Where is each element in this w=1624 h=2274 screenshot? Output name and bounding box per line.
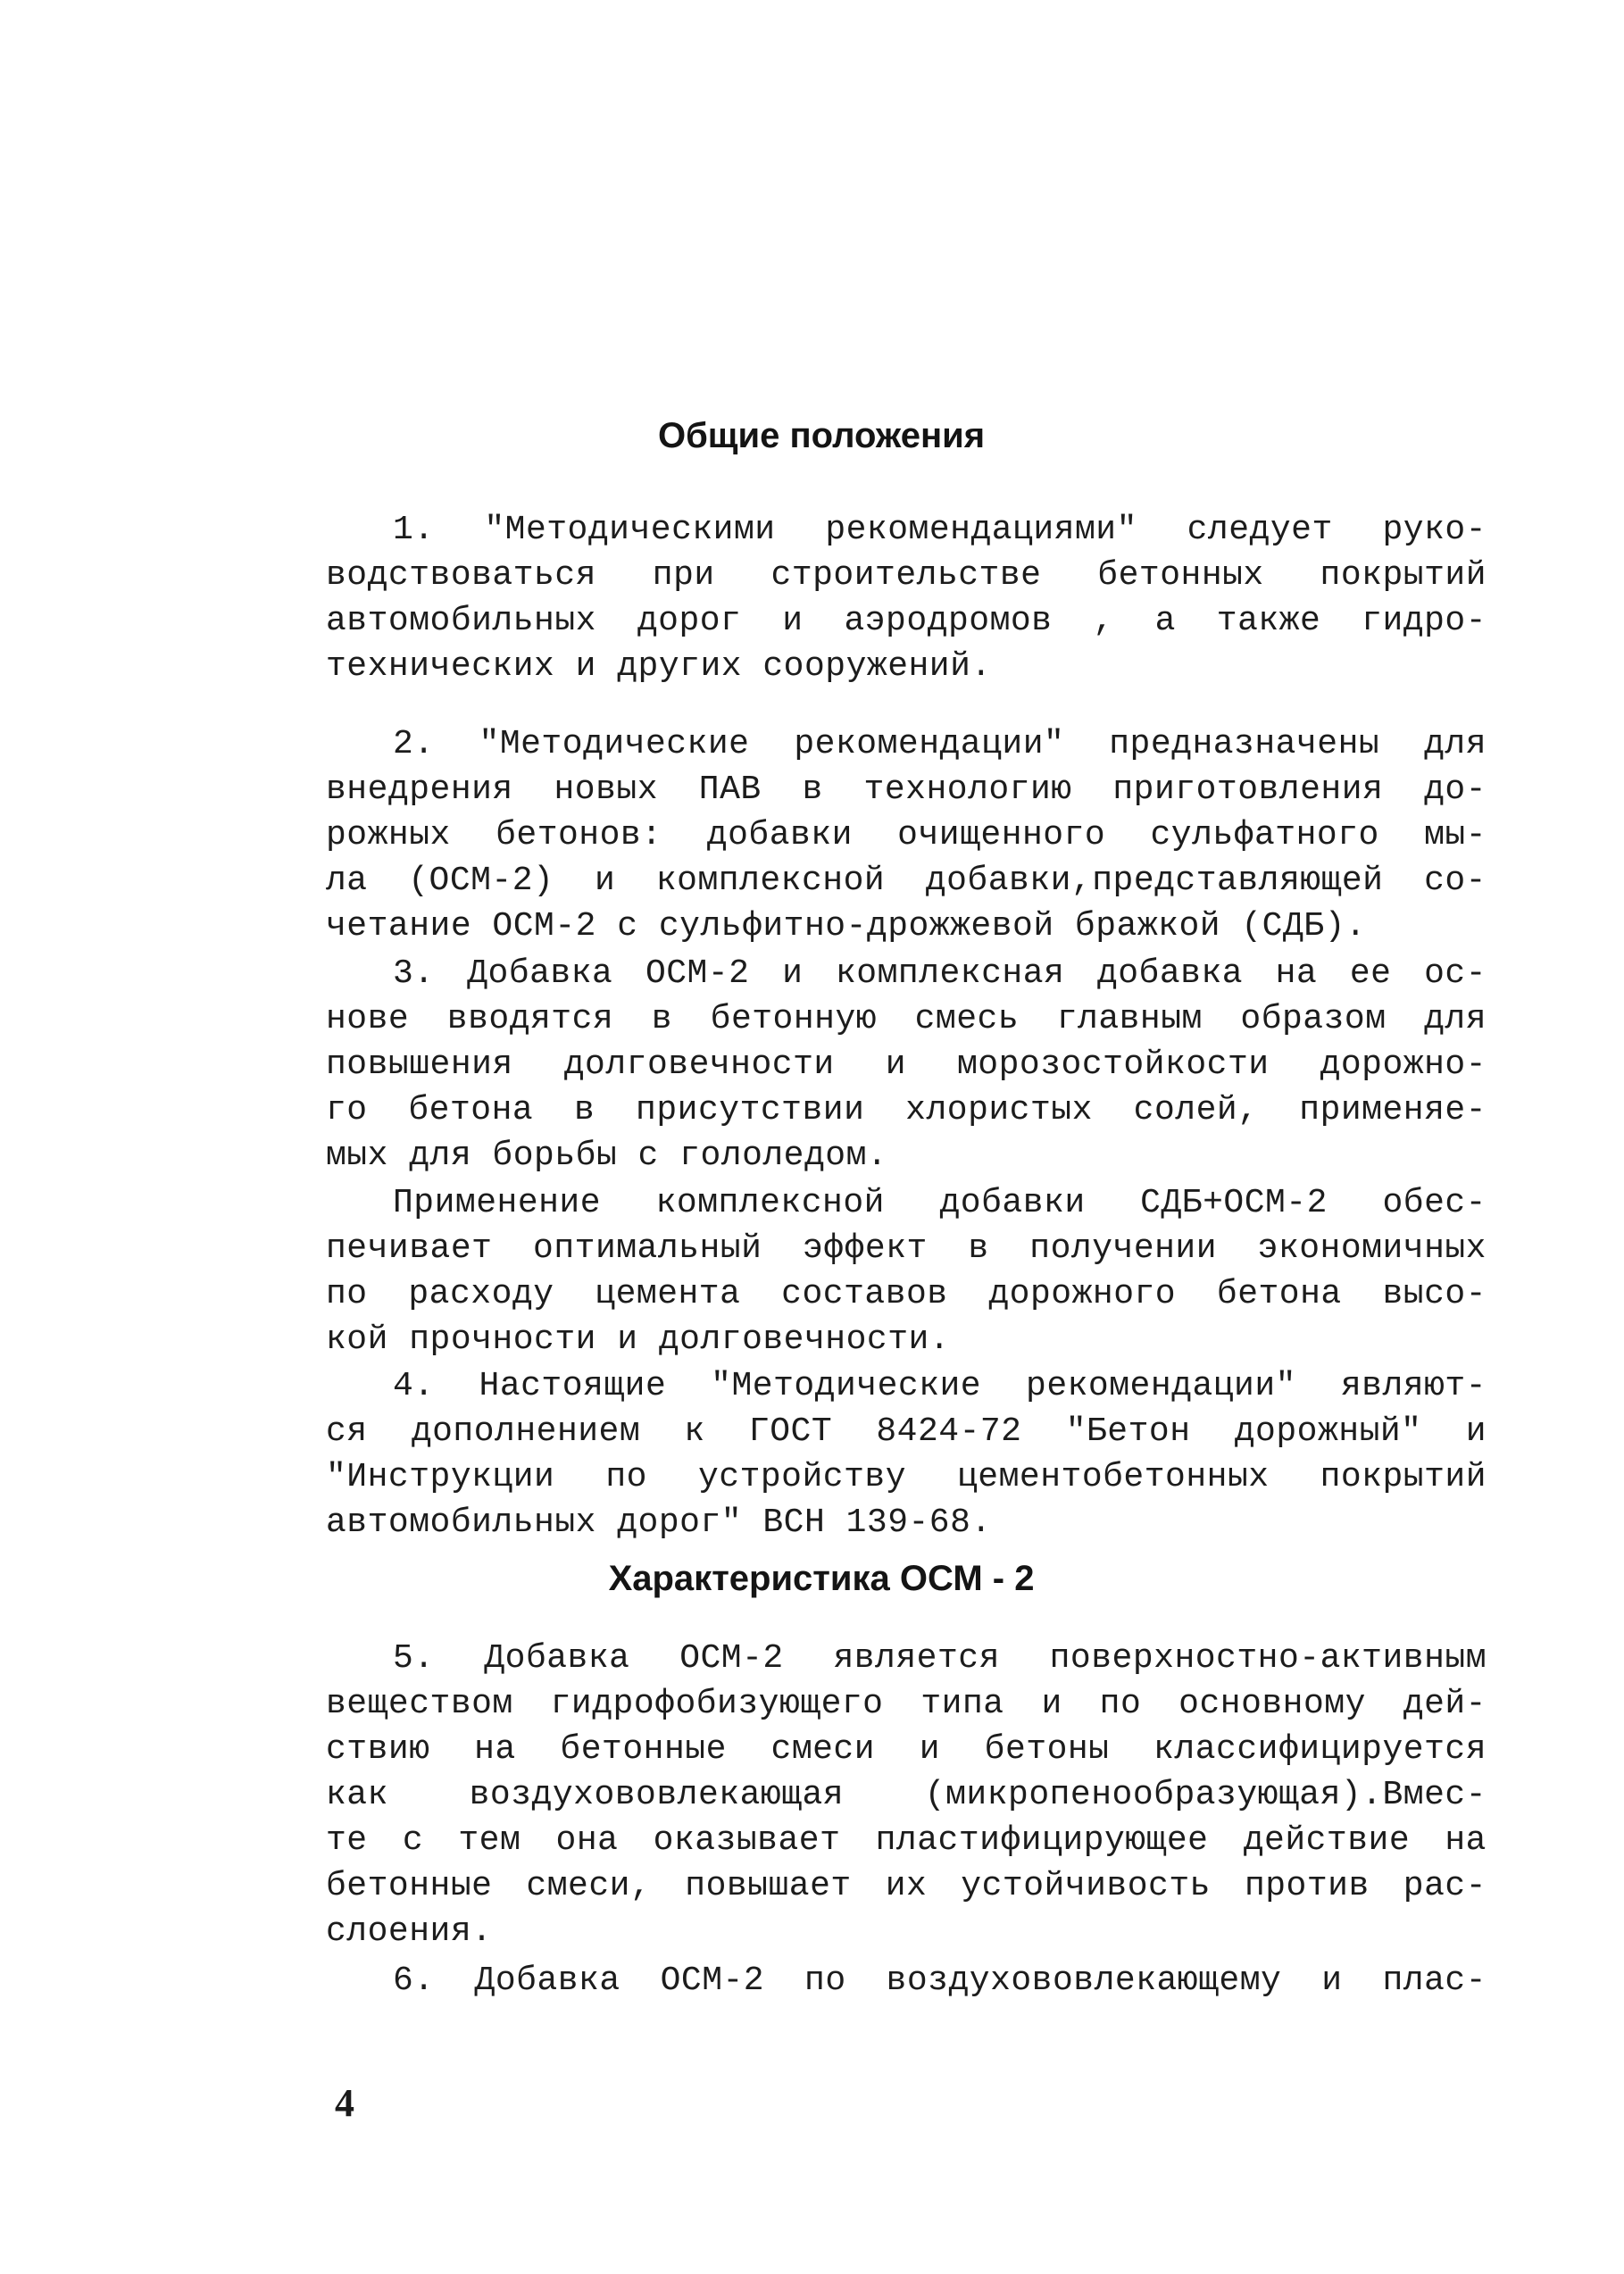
paragraph-line: 3. Добавка ОСМ-2 и комплексная добавка на ее ос- xyxy=(393,954,1487,993)
paragraph-line: 6. Добавка ОСМ-2 по воздухововлекающему и плас- xyxy=(393,1962,1487,2000)
paragraph-line: кой прочности и долговечности. xyxy=(326,1320,951,1359)
paragraph-3 xyxy=(326,951,1487,1179)
paragraph-line: 1. ″Методическими рекомендациями″ следует руко- xyxy=(393,511,1487,549)
paragraph-line: технических и других сооружений. xyxy=(326,647,992,686)
paragraph-line: рожных бетонов: добавки очищенного сульфатного мы- xyxy=(326,816,1487,854)
section-heading-general: Общие положения xyxy=(657,416,986,455)
paragraph-5 xyxy=(326,1636,1487,1954)
paragraph-line: го бетона в присутствии хлористых солей, применяе- xyxy=(326,1091,1487,1129)
paragraph-line: мых для борьбы с гололедом. xyxy=(326,1137,888,1175)
paragraph-line: 2. ″Методические рекомендации″ предназначены для xyxy=(393,725,1487,763)
paragraph-line: бетонные смеси, повышает их устойчивость против рас- xyxy=(326,1867,1487,1905)
section-heading-characteristics: Характеристика ОСМ - 2 xyxy=(608,1559,1035,1598)
paragraph-line: повышения долговечности и морозостойкости дорожно- xyxy=(326,1045,1487,1084)
paragraph-4 xyxy=(326,1363,1487,1545)
paragraph-1 xyxy=(326,507,1487,689)
paragraph-line: водствоваться при строительстве бетонных покрытий xyxy=(326,556,1487,595)
paragraph-line: те с тем она оказывает пластифицирующее действие на xyxy=(326,1821,1487,1860)
paragraph-line: четание ОСМ-2 с сульфитно-дрожжевой бражкой (СДБ). xyxy=(326,907,1367,945)
paragraph-line: печивает оптимальный эффект в получении экономичных xyxy=(326,1229,1487,1268)
paragraph-line: ″Инструкции по устройству цементобетонных покрытий xyxy=(326,1458,1487,1496)
paragraph-line: как воздухововлекающая (микропенообразующая).Вмес- xyxy=(326,1776,1487,1814)
paragraph-3b xyxy=(326,1180,1487,1362)
paragraph-line: слоения. xyxy=(326,1912,493,1951)
paragraph-line: по расходу цемента составов дорожного бетона высо- xyxy=(326,1275,1487,1313)
paragraph-line: ствию на бетонные смеси и бетоны классифицируется xyxy=(326,1730,1487,1769)
paragraph-line: ся дополнением к ГОСТ 8424-72 ″Бетон дорожный″ и xyxy=(326,1412,1487,1451)
paragraph-line: нове вводятся в бетонную смесь главным образом для xyxy=(326,1000,1487,1038)
page-number: 4 xyxy=(335,2081,354,2125)
paragraph-line: веществом гидрофобизующего типа и по основному дей- xyxy=(326,1685,1487,1723)
paragraph-2 xyxy=(326,721,1487,949)
paragraph-line: автомобильных дорог″ ВСН 139-68. xyxy=(326,1504,992,1542)
paragraph-6 xyxy=(326,1958,1487,2003)
paragraph-line: внедрения новых ПАВ в технологию приготовления до- xyxy=(326,770,1487,809)
paragraph-line: Применение комплексной добавки СДБ+ОСМ-2 обес- xyxy=(393,1184,1487,1222)
paragraph-line: 5. Добавка ОСМ-2 является поверхностно-активным xyxy=(393,1639,1487,1678)
paragraph-line: автомобильных дорог и аэродромов , а также гидро- xyxy=(326,602,1487,640)
paragraph-line: 4. Настоящие ″Методические рекомендации″ являют- xyxy=(393,1367,1487,1405)
paragraph-line: ла (ОСМ-2) и комплексной добавки,представляющей со- xyxy=(326,862,1487,900)
